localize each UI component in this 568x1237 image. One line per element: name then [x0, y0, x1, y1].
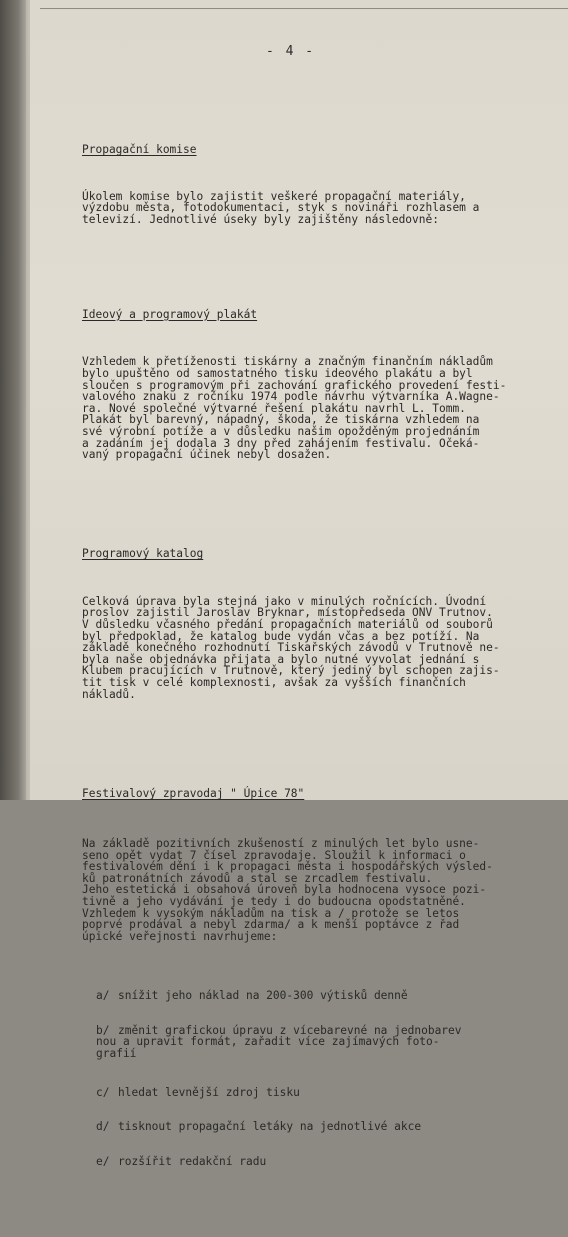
section-paragraph: Vzhledem k přetíženosti tiskárny a značným finančním nákladům bylo upuštěno od samostatného tisku ideového plakátu a byl sloučen s programovým při zachování grafického provedení festi- valového znaku z ročníku 1974 podle návrhu výtvarníka A.Wagne- ra. Nové společné výtvarné řešení plakátu navrhl L. Tomm. Plakát byl barevný, nápadný, škoda, že tiskárna vzhledem na své výrobní potíže a v důsledku našim opožděným projednáním a zadáním jej dodala 3 dny před zahájením festivalu. Očeká- vaný propagační účinek nebyl dosažen. — [82, 355, 507, 462]
section-heading: Ideový a programový plakát — [82, 307, 258, 321]
section-paragraph: Na základě pozitivních zkušeností z minulých let bylo usne- seno opět vydat 7 čísel zpravodaje. Sloužil k informaci o festivalovém dění i k propagaci města i hospodářských výsled- ků patronátních závodů a stal se zrcadlem festivalu. Jeho estetická i obsahová úroveň byla hodnocena vysoce pozi- tivně a jeho vydávání je tedy i do budoucna opodstatněné. Vzhledem k vysokým nákladům na tisk a / protože se letos poprvé prodával a nebyl zdarma/ a k menší poptávce z řad úpické veřejnosti navrhujeme: — [82, 837, 493, 943]
section-festivalovy-zpravodaj — [82, 765, 522, 1214]
list-text: změnit grafickou úpravu z vícebarevné na jednobarev nou a upravit formát, zařadit více zajímavých foto- grafií — [96, 1023, 462, 1060]
list-letter: e/ — [96, 1155, 110, 1169]
list-text: rozšířit redakční radu — [118, 1155, 267, 1169]
list-letter: b/ — [96, 1023, 110, 1037]
list-letter: a/ — [96, 988, 110, 1002]
list-item — [96, 1156, 522, 1168]
section-heading: Propagační komise — [82, 142, 197, 156]
list-text: hledat levnější zdroj tisku — [118, 1085, 300, 1099]
document-body — [82, 86, 522, 1237]
section-programovy-katalog — [82, 525, 522, 728]
page-number: - 4 - — [266, 44, 316, 59]
list-text: snížit jeho náklad na 200-300 výtisků denně — [118, 988, 408, 1002]
section-heading: Festivalový zpravodaj " Úpice 78" — [82, 787, 305, 801]
section-heading: Programový katalog — [82, 546, 204, 560]
list-text: tisknout propagační letáky na jednotlivé akce — [118, 1120, 422, 1134]
section-paragraph: Celková úprava byla stejná jako v minulých ročnících. Úvodní proslov zajistil Jaroslav Bryknar, místopředseda ONV Trutnov. V důsledku včasného předání propagačních materiálů od souborů byl předpoklad, že katalog bude vydán včas a bez potíží. Na základě konečného rozhodnutí Tiskařských závodů v Trutnově ne- byla naše objednávka přijata a bylo nutné vyvolat jednání s Klubem pracujících v Trutnově, který jediný byl schopen zajis- tit tisk v celé komplexnosti, avšak za vyšších finančních nákladů. — [82, 594, 500, 701]
section-propagacni-komise — [82, 121, 522, 253]
list-letter: d/ — [96, 1120, 110, 1134]
top-rule — [40, 8, 568, 9]
list-letter: c/ — [96, 1085, 110, 1099]
section-ideovy-plakat — [82, 286, 522, 489]
list-item — [96, 1121, 522, 1133]
list-item — [96, 990, 522, 1002]
list-item — [96, 1087, 522, 1099]
proposal-list — [96, 967, 522, 1191]
binding-shadow — [0, 0, 26, 800]
list-item — [96, 1025, 522, 1060]
section-paragraph: Úkolem komise bylo zajistit veškeré propagační materiály, výzdobu města, fotodokumentaci, styk s novináři rozhlasem a televizí. Jednotlivé úseky byly zajištěny následovně: — [82, 189, 480, 226]
